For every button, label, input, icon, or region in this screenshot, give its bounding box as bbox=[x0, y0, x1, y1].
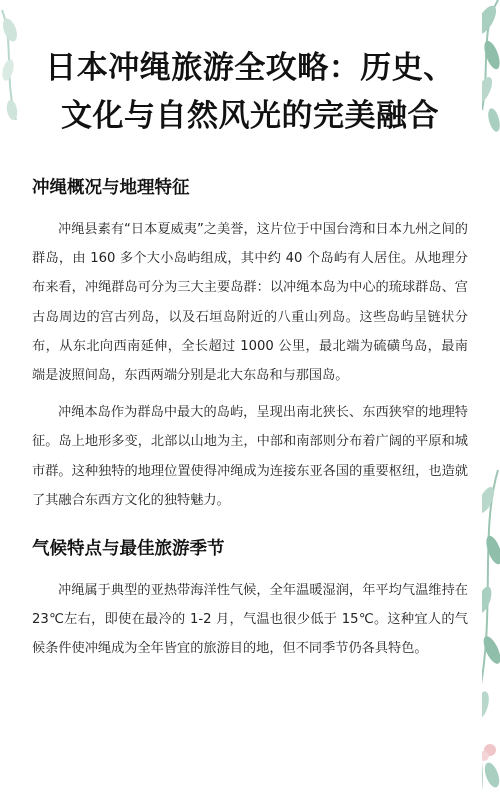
title-line-1: 日本冲绳旅游全攻略：历史、 bbox=[45, 50, 455, 86]
section-heading-overview: 冲绳概况与地理特征 bbox=[32, 178, 190, 198]
title-line-2: 文化与自然风光的完美融合 bbox=[61, 98, 439, 134]
article-title bbox=[18, 44, 482, 140]
paragraph-climate-1: 冲绳属于典型的亚热带海洋性气候，全年温暖湿润，年平均气温维持在 23℃左右，即使在最冷的 1-2 月，气温也很少低于 15℃。这种宜人的气候条件使冲绳成为全年皆宜的旅游目的地，但不同季节仍各具特色。 bbox=[32, 583, 468, 657]
paragraph-overview-1: 冲绳县素有“日本夏威夷”之美誉，这片位于中国台湾和日本九州之间的群岛，由 160 多个大小岛屿组成，其中约 40 个岛屿有人居住。从地理分布来看，冲绳群岛可分为三大主要岛群：以冲绳本岛为中心的琉球群岛、宫古岛周边的宫古列岛，以及石垣岛附近的八重山列岛。这些岛屿呈链状分布，从东北向西南延伸，全长超过 1000 公里，最北端为硫磺鸟岛，最南端是波照间岛，东西两端分别是北大东岛和与那国岛。 bbox=[32, 222, 468, 384]
article-page bbox=[18, 14, 482, 796]
section-heading-climate: 气候特点与最佳旅游季节 bbox=[32, 539, 225, 560]
paragraph-overview-2: 冲绳本岛作为群岛中最大的岛屿，呈现出南北狭长、东西狭窄的地理特征。岛上地形多变，北部以山地为主，中部和南部则分布着广阔的平原和城市群。这种独特的地理位置使得冲绳成为连接东亚各国的重要枢纽，也造就了其融合东西方文化的独特魅力。 bbox=[32, 405, 468, 508]
